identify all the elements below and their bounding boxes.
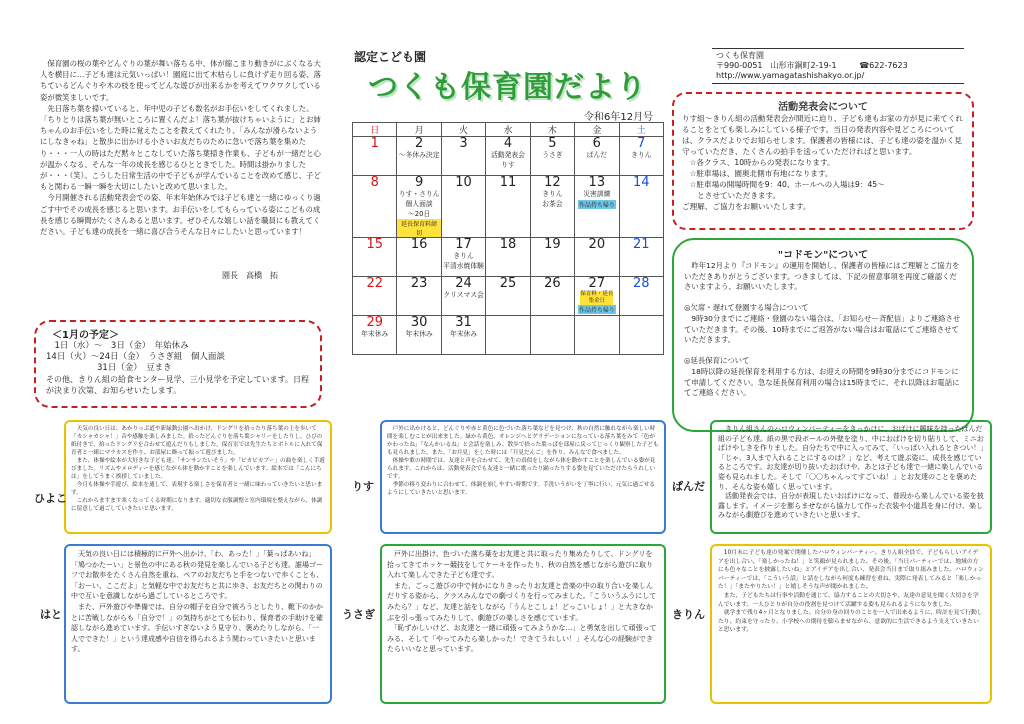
calendar-day: 29 年末休み xyxy=(353,316,397,355)
weekday-fri: 金 xyxy=(575,123,619,137)
calendar-day: 17 きりん 平清水焼体験 xyxy=(441,238,485,277)
tag-extended-deadline: 延長保育料締切 xyxy=(397,219,440,237)
weekday-mon: 月 xyxy=(397,123,441,137)
contact-address: 〒990-0051 山形市銅町2-19-1 xyxy=(716,61,837,70)
calendar-day: 31 年末休み xyxy=(441,316,485,355)
calendar-day: 8 xyxy=(353,176,397,238)
january-heading: ＜1月の予定＞ xyxy=(52,330,119,341)
calendar-day: 27 保育料・延長 集金日 作品持ち帰り xyxy=(575,277,619,316)
calendar-day: 10 xyxy=(441,176,485,238)
intro-text: 保育園の桜の葉やどんぐりの葉が舞い落ちる中、体が縮こまり動きがにぶくなる大人を横目に…子ども達は元気いっぱい！園庭に出て木枯らしに負けず走り回る姿、落ちているどんぐりや木の枝を使ってどんな遊びが出来るかを考えてワクワクしている姿が微笑ましいです。 先日落ち葉を掃いていると、年中児の子ども数名がお手伝いをしてくれました。「ちりとりは落ち葉が無いところに置くんだよ！落ち葉が抜けちゃいように」とお姉ちゃんのお手伝いをした時に覚えたことを教えてくれたり、「みんなが滑らないようにしなきゃね」と散歩に出かける小さいお友だちのために急いで落ち葉を集めたり・・・一人の時はただ黙々とこなしていた落ち葉掃き作業も、子どもが一緒だと心が温かくなる、そんな一年の成長を感じるひとときでした。時間は掛かりましたが・・・（笑）。こうした日常生活の中で子どもが学んでいることを改めて感じ、子どもと関わる一瞬一瞬を大切にしたいと改めて思いました。 今月開催される活動発表会での姿、年末年始休みでは子ども達と一緒にゆっくり過ごす中でその成長を感じると思います。お手伝いをしてもらっている姿にこどもの成長を感じる瞬間がたくさんあると思います。ぜひそんな嬉しい話を職員にも教えてください。子ども達の成長を一緒に喜び合うそんな日々にしたいと思っています！ xyxy=(40,59,321,237)
calendar-day: 15 xyxy=(353,238,397,277)
january-line-2: 14日（火）～24日（金） うさぎ組 個人面談 xyxy=(46,352,225,362)
calendar-day: 20 xyxy=(575,238,619,277)
january-line-1: 1日（水）～ 3日（金） 年始休み xyxy=(46,341,189,351)
january-line-4: その他、きりん組の給食センター見学、三小見学を予定しています。日程が決まり次第、お知らせいたします。 xyxy=(46,375,310,395)
class-text-panda: きりん組さんのハロウィンパーティーをきっかけに、おばけに興味を持ったぱんだ組の子ども達。紙の黒で段ボールの外壁を塗り、中におばけを切り貼りして、ミニおばけやしきを作りました。自分たちで中に入ってみて、「いっぱい入れるときつい！」「じゃ、3人まで入れることにするのは？」など、考えて遊ぶ姿に、成長を感じているところです。お友達が切り抜いたおばけや、あとは子ども達で一緒に楽しんでいる姿も見られました。そして「〇〇ちゃんってすごいね！」とお友達のことを褒めたり、そんな姿も嬉しく思っています。 活動発表会では、自分が表現したいおばけになって、普段から楽しんでいる姿を披露します。イメージを膨らませながら協力して作った衣装や小道具を身に付け、楽しみながら劇遊びを進めていきたいと思います。 xyxy=(718,425,984,520)
class-box-kirin xyxy=(710,544,992,704)
class-box-risu xyxy=(380,420,666,534)
calendar-day-empty xyxy=(530,316,574,355)
class-text-hiyoko: 天気の良い日は、あかりっぷ道や新緑動公園へ出かけ、ドングリを拾ったり落ち葉の上を歩いて「カシャカシャ！」音や感触を楽しみました。拾ったどんぐりを落ち葉シャリーをしたりし、ひびの紙付きで、拾ったドングリを合わせて遊んだりもしました。保育室では先生たちとボトルに入れて保育者と一緒にマラカスを作り、お部屋に飾って振って遊びました。 また、体操や絵本が大好きな子ども達。「サンサンたいそう」や「ピカピカブー」の曲を楽しく手遊びました。リズムやメロディーを感じながら体を動かすことを楽しんでいます。絵本では「こんにちは」をしてうまく挨拶していました。 今月も体操や手遊び、絵本を通して、表現する楽しさを保育者と一緒に味わっていきたいと思います。 これからますます寒くなってくる時期になります。適切な衣服調整と室内環境を整えながら、体調に留意して過ごしていきたいと思います。 xyxy=(71,426,325,512)
calendar-day: 6 ぱんだ xyxy=(575,137,619,176)
class-label-hiyoko: ひよこ xyxy=(34,492,67,505)
calendar-day: 22 xyxy=(353,277,397,316)
january-line-3: 31日（金） 豆まき xyxy=(46,363,172,373)
weekday-sat: 土 xyxy=(619,123,663,137)
january-schedule-box xyxy=(34,320,322,408)
calendar-day: 5 うさぎ xyxy=(530,137,574,176)
calendar-day: 21 xyxy=(619,238,663,277)
calendar-day: 1 xyxy=(353,137,397,176)
calendar-week-2 xyxy=(353,176,664,238)
class-text-kirin: 10月末に子ども達の発案で開催したハロウィンパーティー。きりん組全員で、子どもらしいアイデアを出し合い、「楽しかったね！」と笑顔が見られました。その後、「当日パーティーでは、地域の方にも色々なことを披露したいね」とアイデアを出し合い、発表会当日まで取り組みました。ハロウィンパーティーでは、「こういう話」と話をしながら何度も練習を重ね、実際に発表してみると「楽しかった！」「またやりたい！」と嬉しそうな声が聞かれました。 また、子どもたちは行事や活動を通じて、協力することの大切さや、友達の意見を聞く大切さを学んでいます。一人ひとりが自分の役割を見つけて活躍する姿も見られるようになりました。 就学まで残り4ヶ月となりました。自分の身の回りのことを一人で出来るように、時計を見て行動したり、約束を守ったり、小学校への期待を膨らませながら、意欲的に生活できるよう支えていきたいと思います。 xyxy=(718,550,984,634)
principal-signature: 園長 高橋 拓 xyxy=(222,271,278,280)
class-box-hato xyxy=(64,544,332,704)
class-box-hiyoko xyxy=(64,420,332,534)
calendar-day: 18 xyxy=(486,238,530,277)
calendar-day: 30 年末休み xyxy=(397,316,441,355)
issue-label: 令和6年12月号 xyxy=(584,112,654,123)
class-label-panda: ぱんだ xyxy=(672,480,705,493)
kodomon-box xyxy=(672,238,974,432)
weekday-sun: 日 xyxy=(353,123,397,137)
class-label-hato: はと xyxy=(40,608,62,621)
kodomon-heading: "コドモン"について xyxy=(777,250,869,261)
contact-box xyxy=(712,48,964,84)
calendar-week-1 xyxy=(353,137,664,176)
calendar-day-empty xyxy=(619,316,663,355)
recital-text: りす組～きりん組の活動発表会が間近に迫り、子ども達もお家の方が見に来てくれることをとても楽しみにしている様子です。当日の発表内容や見どころについては、クラスだよりでお知らせします。保護者の皆様には、子ども達の姿を温かく見守っていただき、たくさんの拍手を送っていただければと思います。 ☆各クラス、10時からの発表になります。 ☆駐車場は、園奥北側市有地になります。 ☆駐車場の開場時間を9：40、ホールへの入場は9：45～ とさせていただきます。 ご理解、ご協力をお願いいたします。 xyxy=(682,114,963,211)
calendar-day-empty xyxy=(486,316,530,355)
calendar-day: 23 xyxy=(397,277,441,316)
calendar-day: 26 xyxy=(530,277,574,316)
recital-box xyxy=(672,92,974,230)
class-box-panda xyxy=(710,420,992,534)
calendar-day: 14 xyxy=(619,176,663,238)
class-text-risu: 戸外に出かけると、どんぐりや赤と黄色に色づいた落ち葉などを見つけ、秋の自然に触れながら楽しい時間を楽しむことが出来ました。緑から黄色、オレンジへとグラデーションになっている落ち葉をみて「色がかわったね」「なんかいるね」と会話を楽しみ、散歩で拾った葉っぱを部屋に戻ってじっくり観察した子どもも見られました。また、「お月見」をした時には「月見だんご」を作り、みんなで食べました。 体操や歌の時間では、友達と声を合わせて、先生の真似をしながら体を動かすことを楽しんでいる姿が見られます。これからは、活動発表会でも友達と一緒に歌ったり踊ったりする姿を見ていただけたらうれしいです。 季節の移り変わりに合わせて、体調を崩しやすい時期です。手洗いうがいを丁寧に行い、元気に過ごせるようにしていきたいと思います。 xyxy=(387,426,659,496)
class-text-hato: 天気の良い日には積極的に戸外へ出かけ、「わ、あった！」「葉っぱあいね」「鳩つかたーい」と景色の中にある秋の発見を楽しんでいる子ども達。誰場ゴーフでお散歩をたくさん自然を重ね、ペアのお友だちと手をつないで歩くことも、「おーい、ここだよ」と気軽な中でお友だちと共に歩き、お友だちとの関わりの中で互いを意識しながら過ごしているところです。 また、戸外遊びや準備では、自分の帽子を自分で被ろうとしたり、靴下のかかとに苦戦しながらも「自分で！」の気持ちがとても伝わり、保育者の手助けを確認しながら進めています。手伝いすぎないよう見守り、褒めたりしながら、「一人でできた！」という達成感や自信を得られるよう関わっていきたいと思います。 xyxy=(71,550,324,654)
class-text-usagi: 戸外に出掛け、色づいた落ち葉をお友達と共に取ったり集めたりして、ドングリを拾ってきてホッケー競技をしてケーキを作ったり、秋の自然を感じながら遊びに取り入れて楽しんできた子ども達です。 また、ごっこ遊びの中で何かになりきったりお友達と音楽の中の取り合いを楽しんだりする姿から、クラスみんなでの劇づくりを行ってみました。「こういうふうにしてみたら？」など、友達と話をしながら「うんとこしょ！どっこいしょ！」と大きなかぶを引っ張ってみたりして、劇遊びの楽しさを感じています。 「恥ずかしいけど、お友達と一緒に頑張ってみようかな…」と勇気を出して頑張ってみる、そして「やってみたら楽しかった！できてうれしい！」そんな心の経験ができたらいいなと思っています。 xyxy=(387,550,657,654)
calendar-week-3 xyxy=(353,238,664,277)
calendar-day: 12 きりん お茶会 xyxy=(530,176,574,238)
calendar-day: 13 災害訓練 作品持ち帰り xyxy=(575,176,619,238)
class-label-risu: りす xyxy=(352,480,374,493)
calendar-weekday-row xyxy=(353,123,664,137)
contact-url: http://www.yamagatashishakyo.or.jp/ xyxy=(716,71,865,80)
calendar-day: 9 りす・さりん 個人面談 ～20日 延長保育料締切 xyxy=(398,175,440,238)
december-calendar xyxy=(352,122,664,355)
calendar-week-5 xyxy=(353,316,664,355)
weekday-thu: 木 xyxy=(530,123,574,137)
calendar-day: 2 ～冬休み決定 xyxy=(397,137,441,176)
class-box-usagi xyxy=(380,544,666,704)
calendar-day: 24 クリスマス会 xyxy=(441,277,485,316)
calendar-day: 4 活動発表会 りす xyxy=(486,137,530,176)
calendar-day-empty xyxy=(575,316,619,355)
recital-heading: 活動発表会について xyxy=(778,102,868,113)
header-subtitle: 認定こども園 xyxy=(354,50,427,64)
calendar-week-4 xyxy=(353,277,664,316)
tag-artwork-return-2: 作品持ち帰り xyxy=(578,307,615,315)
contact-phone: ☎622-7623 xyxy=(859,61,908,70)
contact-name: つくも保育園 xyxy=(716,51,764,60)
kodomon-text: 昨年12月より『コドモン』の運用を開始し、保護者の皆様にはご理解とご協力をいただきありがとうございます。つきましては、下記の留意事項を再度ご確認くださいますよう、お願いいたします。 ◎欠席・遅れて登園する場合について 9時30分までにご連絡・登園のない場合は、「お知らせー斉配信」よりご連絡させていただきます。その後、10時までにご返答がない場合はお電話にてご連絡させていただきます。 ◎延長保育について 18時以降の延長保育を利用する方は、お迎えの時間を9時30分までにコドモンにて申請してください。急な延長保育利用の場合は15時までに、それ以降はお電話にてご連絡ください。 xyxy=(684,261,961,398)
calendar-day: 28 xyxy=(619,277,663,316)
header-title: つくも保育園だより xyxy=(368,70,647,105)
weekday-wed: 水 xyxy=(486,123,530,137)
class-label-usagi: うさぎ xyxy=(342,608,375,621)
tag-payment-day: 保育料・延長 集金日 xyxy=(580,291,614,305)
calendar-day: 25 xyxy=(486,277,530,316)
calendar-day: 16 xyxy=(397,238,441,277)
calendar-day: 7 きりん xyxy=(619,137,663,176)
calendar-day: 3 xyxy=(441,137,485,176)
calendar-day: 11 xyxy=(486,176,530,238)
calendar-day: 19 xyxy=(530,238,574,277)
weekday-tue: 火 xyxy=(441,123,485,137)
tag-artwork-return-1: 作品持ち帰り xyxy=(578,201,615,209)
class-label-kirin: きりん xyxy=(672,608,705,621)
